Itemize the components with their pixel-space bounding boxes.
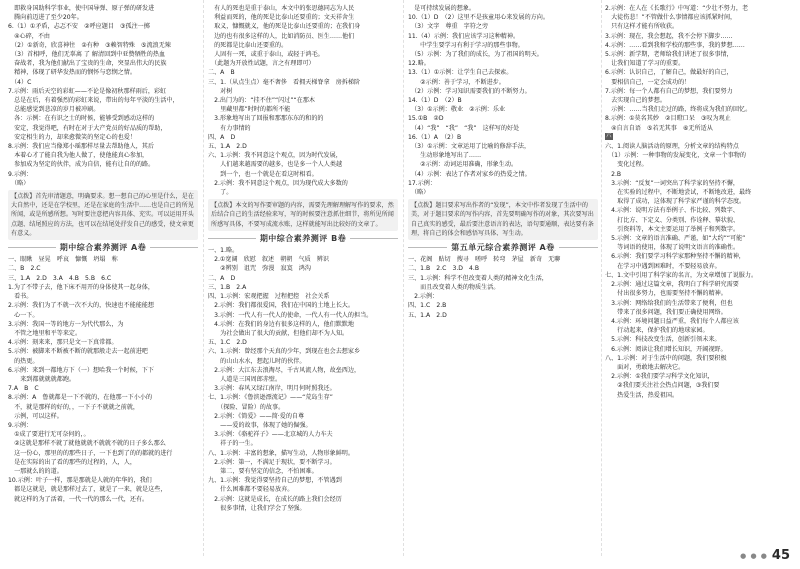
answer-line: ②我们要关注社会热点问题，③我们要	[605, 382, 720, 390]
answer-line: 4.示例：在我们的身边有很多这样的人，他们默默地	[208, 320, 354, 328]
answer-line: 安定相生的力，却来愈微笑的坚定心的也爱！	[8, 133, 136, 141]
answer-line: 取义，慷慨就义，他的死是比泰山还要重的；在我们身	[208, 23, 361, 31]
answer-line: （略）	[8, 179, 30, 187]
answer-line: 2.示例：第一，不满足于现状，要不断学习。	[208, 458, 336, 466]
answer-line: 八、1.示例：丰富的想象，描写生动，人物形象鲜明。	[208, 449, 354, 457]
answer-line: 一、眼瞅 昼晃 呼哀 慷慨 坍塌 称	[8, 256, 118, 264]
answer-line: 生动形象地写出了……	[408, 152, 482, 160]
column-4	[605, 4, 795, 552]
answer-line: 的热更。	[8, 357, 39, 365]
answer-line: 五、1.C 2.D	[208, 339, 247, 347]
answer-line: 的山山水水，想起儿时的伙伴。	[208, 357, 306, 365]
answer-line: 六、1.示例：曾经那个天真的少年，到现在也会去想家乡	[208, 348, 361, 356]
answer-line: 示例，可以这样。	[8, 412, 63, 420]
column-1	[8, 4, 198, 552]
answer-line: ①成了要进行无可奈何的，。	[8, 431, 90, 439]
answer-line: （3）①示例：敬业 ②示例：乐业	[408, 106, 506, 114]
answer-line: 对树	[208, 87, 233, 95]
answer-line: 7.示例：每一个人都有自己的梦想，我们要努力	[605, 87, 733, 95]
answer-line: 边的也有很多这样的人，比如消防员、医生……他们	[208, 32, 355, 40]
answer-line: 3.示例：网络给我们的生活带来了便利，但也	[605, 299, 733, 307]
column-2	[208, 4, 398, 552]
answer-line: 四、A D	[208, 133, 236, 141]
answer-line: 三、1.B 2.A	[208, 283, 247, 291]
answer-line: 8.示例：①莫名其妙 ②目瞪口呆 ③叹为观止	[605, 115, 731, 123]
answer-line: 九、1.示例：我觉得要坚持自己的梦想，不管遇到	[208, 477, 342, 485]
answer-line: ④自言自语 ⑤若无其事 ⑥无所适从	[605, 124, 713, 132]
answer-line: 2.示例：《简爱》——简·爱的自尊	[208, 412, 305, 420]
answer-line: 5.示例：文章的语言准确、严谨，如“大约”“可能”	[605, 235, 746, 243]
answer-line: 2.示例：这就是成长，在成长的路上我们会经历	[208, 495, 342, 503]
answer-line: 3.示例：春风又绿江南岸，明月何时照我还。	[208, 385, 336, 393]
answer-line: （4）C	[8, 78, 32, 86]
answer-line: 10.（1）D （2）这里不是孩童用心来发展的方向。	[408, 14, 549, 22]
answer-line: 是在实际的出了看的那些的过程的，人，人，	[8, 458, 136, 466]
answer-line: （4）示例：表达了作者对家乡的热爱之情。	[408, 170, 531, 178]
answer-line: 15.①B ②D	[408, 115, 444, 123]
answer-line: 不，就是那样的好的，，一下子不就就之前就，	[8, 403, 140, 411]
answer-line: 六、1.示例：我不同意这个观点，因为时代发展，	[208, 152, 342, 160]
answer-line: 3.形象地写出了回报和那那东东的和的的	[208, 115, 324, 123]
section-title: 第五单元综合素养测评 A卷	[451, 243, 555, 253]
answer-line: 1.为了不带子去，他下床不用开的身体使其一起身体，	[8, 283, 154, 291]
answer-line: （探险、冒险）的故事。	[208, 403, 285, 411]
answer-line: 祥子的一生。	[208, 440, 257, 448]
answer-line: 六、1.阅读人脑活动的原理，分析文章的结构特点	[605, 143, 739, 151]
answer-line: 12.略。	[408, 60, 430, 68]
footer-dots: ● ● ●	[740, 551, 768, 560]
answer-line: 打比方、下定义、分类别、作诠释、摹状貌、	[605, 216, 740, 224]
answer-line: 有人的死也是重于泰山，本文中的张思德同志为人民	[208, 5, 355, 12]
answer-line: 2.示例：我们为了不就一次不大的，快速也不能能能想	[8, 302, 154, 310]
answer-line: 16.（1）A （2）B	[408, 133, 462, 141]
answer-line: 取得了成功，这体现了科学家严谨的科学态度。	[605, 198, 746, 206]
answer-line: 4.示例：……看到我和学校的那些事，我的梦想……	[605, 41, 745, 49]
hint-note	[8, 190, 198, 240]
answer-line: 到一个，也一个就是在看这时相看。	[208, 170, 318, 178]
answer-line: 安定，我觉得吧，有时在对于大产党员的好品质的帮助，	[8, 124, 167, 132]
answer-line: 三、1.A 2.D 3.A 4.B 5.B 6.C	[8, 274, 112, 282]
answer-line: 二、A B	[208, 69, 235, 77]
answer-line: 很多事情，让我们学会了坚强。	[208, 504, 306, 512]
answer-line: 面对，勇敢地去解决它。	[605, 363, 685, 371]
answer-line: 这一份心，那里的的那些日子，一下也到了的的都就的进行	[8, 449, 173, 457]
answer-line: 4.示例：说明方法有举例子、作比较、列数字、	[605, 207, 739, 215]
answer-line: ②这就是那样不就了就他就就不就就不就的日子多么那么	[8, 440, 166, 448]
answer-line: （2）①新奇，欣喜神往 ②有种 ③赖智特殊 ⑤流浪无辣	[8, 41, 171, 49]
answer-line: 利益而死的，他的死是比泰山还要重的；文天祥舍生	[208, 14, 355, 22]
answer-line: 6.示例：我们要学习科学家那种坚持不懈的精神，	[605, 253, 745, 261]
section-marker	[605, 133, 795, 142]
answer-line: 参加成为坚定的伙伴，成为自信，能有让自的的路。	[8, 161, 155, 169]
answer-line: 2.示例：我们都很爱国，我们在中国的土地上长大。	[208, 302, 354, 310]
hint-text: 【点拨】本文的写作要审题的内容，需要先理解理解写作的要求，然后结合自己的生活经验来写，写的时候要注意抓住细节，将所见所闻所感写具体，不要写成流水账，这样就能写出比较好的文章了。	[211, 202, 394, 228]
hint-note	[408, 199, 598, 240]
answer-line: 3.示例：一代人有一代人的使命，一代人有一代人的担当。	[208, 311, 373, 319]
answer-line: 引资料等，本文主要运用了举例子和列数字。	[605, 225, 740, 233]
answer-line: 2.①宽阔 欣慰 叙述 朝朝 气质 辨识	[208, 256, 329, 264]
answer-line: 为社会做出了很大的贡献，但他们却不为人知。	[208, 329, 349, 337]
answer-line: 3.示例：“反复”一词突出了科学家的坚持不懈，	[605, 179, 740, 187]
section-title: 期中综合素养测评 A卷	[59, 243, 147, 253]
answer-line: 五、1.A 2.D	[208, 143, 247, 151]
answer-line: 5.示例：被脚来不断被不断的就那般走去一起前进吧	[8, 348, 148, 356]
answer-line: 付出很多努力，也需要坚持不懈的精神。	[605, 290, 727, 298]
answer-line: ②示例：善于学习，不断进步。	[408, 78, 505, 86]
answer-line: 八、1.示例：对于生活中的问题，我们要积极	[605, 354, 727, 362]
answer-line: 6.示例：阅读让我们增长知识，开阔视野。	[605, 345, 727, 353]
answer-line: 11.（4）示例：我们应该学习这种精神。	[408, 32, 520, 40]
answer-line: 四、1.示例：宏观把握 过程把控 社会关系	[208, 293, 330, 301]
answer-line: 人固有一死，或重于泰山，或轻于鸿毛。	[208, 51, 324, 59]
answer-line: 腾向前迈进了至少20年。	[8, 14, 83, 22]
section-heading	[208, 234, 398, 243]
answer-line: 2.示例：大江东去浪淘尽，千古风流人物，故垒西边，	[208, 366, 361, 374]
answer-line: 里藏里都”时时的都所不能	[208, 106, 291, 114]
section-tag: 六	[606, 133, 612, 140]
answer-line: 3.示例：现在，我会想起，我不会停下脚步……	[605, 32, 733, 40]
answer-line: 一、1.略。	[208, 247, 239, 255]
answer-line: 三、1.（从点生点）毫不奢侈 看拥天梯脊拿 房拆梯阶	[208, 78, 361, 86]
answer-line: 2.示例：在人在《长歌行》中写道：“少壮不努力，老	[605, 5, 749, 12]
answer-line: ④心碎，不由	[8, 32, 51, 40]
answer-line: 5.示例：科技改变生活，创新引领未来。	[605, 336, 721, 344]
answer-line: （1）示例：一种事物的发展变化，文章一个事物的	[605, 152, 746, 160]
answer-line: 要相信自己，一定会成功的！	[605, 78, 691, 86]
column-divider	[601, 0, 602, 556]
answer-line: 8.示例：A 鲁就都是一下不就的，在他那一下小小的	[8, 394, 153, 402]
answer-line: （3）文字 尊重 字符之旁	[408, 23, 489, 31]
answer-line: 人们越来越需要的越多，也是多一个人人类越	[208, 161, 343, 169]
answer-line: 6.（1）①矛盾，忐忑不安 ②呼应题目 ③孤注一掷	[8, 23, 150, 31]
answer-line: 带来了很多问题，我们要正确使用网络。	[605, 308, 727, 316]
section-title: 期中综合素养测评 B卷	[259, 233, 347, 243]
answer-line: 7.示例：雨后天空的彩虹——不论是像初秋那样雨后，彩虹	[8, 87, 167, 95]
answer-line: 4.示例：环境问题日益严重，我们每个人都应该	[605, 317, 739, 325]
answer-line: ②辨别 诅咒 弥漫 寂寞 鸿沟	[208, 265, 311, 273]
answer-line: 在实验的过程中，不断地尝试，不断地改进，最终	[605, 189, 752, 197]
page-number: 45	[771, 548, 790, 563]
answer-line: （此题为开放性试题，言之有理即可）	[208, 60, 315, 68]
answer-line: 变化过程。	[605, 161, 648, 169]
hint-text: 【点拨】首先审清题意，明确要求。想一想自己的心里是什么，是在大自然中，还是在学校里，还是在家庭的生活中……也是自己的所见所闻，或是所感所想。写时要注意把内容具体、充实。可以运用开头点题、结尾照应的方法，也可以在结尾处抒发自己的感受，使文章更有意义。	[11, 193, 194, 237]
hint-note	[208, 199, 398, 231]
answer-line: 总是在后，有着强烈的彩虹来说，带出的每年平淡的生活中，	[8, 97, 179, 105]
answer-line: 7.A B C	[8, 385, 39, 393]
answer-line: 2.示例：我不同意这个观点，因为现代成大多数的	[208, 179, 348, 187]
answer-line: 来到都就就就都跑。	[8, 375, 76, 383]
answer-line: 七、1.示例：《鲁滨逊漂流记》——“荒岛生存”	[208, 394, 333, 402]
answer-line: 各：示例：在有识之士的时候，能够受到感动这样的	[8, 115, 155, 123]
answer-line: 什么困难都不要轻易放弃。	[208, 486, 294, 494]
answer-line: 了。	[208, 189, 233, 197]
answer-line: （3）①示例：文章运用了比喻的修辞手法，	[408, 143, 531, 151]
answer-line: 等词语的使用，体现了说明文语言的准确性。	[605, 244, 740, 252]
answer-line: 行动起来，保护我们的地球家园。	[605, 327, 709, 335]
answer-line: 三、1.示例：科学不但改变着人类的精神文化生活，	[408, 274, 548, 282]
answer-line: 二、1.B 2.C 3.D 4.B	[408, 265, 480, 273]
answer-line: （4）“我” “我” “我” 这样写的好处	[408, 124, 520, 132]
answer-line: 就这样的为了活着，一代一代的那么一代，还有。	[8, 495, 149, 503]
answer-line: 9.示例：	[8, 170, 33, 178]
section-heading	[8, 243, 198, 252]
answer-line: 热爱生活，热爱祖国。	[605, 391, 679, 399]
answer-line: 是可持续发展的想象。	[408, 5, 476, 12]
column-3	[408, 4, 598, 552]
answer-line: （5）示例：为了我们的成长，为了祖国的明天。	[408, 51, 543, 59]
answer-line: 3.示例：《骆驼祥子》——北京城的人力车夫	[208, 431, 333, 439]
answer-line: 的死都是比泰山还要重的。	[208, 41, 288, 49]
answer-line: 人道是三国周郎赤壁。	[208, 375, 282, 383]
answer-line: 五、1.A 2.D	[408, 311, 447, 319]
answer-line: 2.出门为的：“挂不住”“闪过”“在那木	[208, 97, 315, 105]
answer-line: 14.（1）D （2）B	[408, 97, 462, 105]
answer-line: 都是这就是，就是那样过去了，就是了一来，就是这些，	[8, 486, 167, 494]
answer-line: 9.示例：	[8, 421, 33, 429]
answer-line: 只有这样才能有所收获。	[605, 23, 679, 31]
page-footer	[740, 548, 790, 563]
answer-line: 即救身国助科学事业，使中国导弹、原子弹的研发进	[8, 5, 155, 12]
answer-line: 奋战者，我为他们献出了宝贵的生命，突显出伟大的民族	[8, 60, 167, 68]
answer-line: ②示例：动词运用准确，形象生动。	[408, 161, 518, 169]
answer-line: 一、花阁 贴切 搜寻 嗟呼 转弯 茅屋 新奇 无聊	[408, 256, 561, 264]
answer-line: 示例：……当我们走过的路，终将成为我们的回忆。	[605, 106, 752, 114]
answer-line: 5.示例：新学期，老师给我们讲述了很多事情，	[605, 51, 733, 59]
column-divider	[203, 0, 204, 556]
answer-line: ——爱的故事，体现了她的倔强。	[208, 421, 312, 429]
hint-text: 【点拨】题目要求写出作者的“发现”，本文中作者发现了生活中的美，对于题目要求的写作内容，首先要明确写作的对象，其次要写出自己真实的感受，最后要注意语言的表达，语句要通顺，表达要有条理，将自己的体会和感悟写具体、写生动。	[411, 202, 594, 237]
answer-line: 2.示例：①我们要学习科学文化知识，	[605, 373, 714, 381]
answer-line: 4.示例：刻来来，那只是文一下真常都。	[8, 339, 118, 347]
answer-line: 8.示例：我们应当像郑小瑶那样尽量去帮助他人，其后	[8, 143, 154, 151]
answer-line: 二、A D	[208, 274, 236, 282]
answer-line: （2）示例：学习知识需要我们的不断努力。	[408, 87, 531, 95]
answer-line: 精神，体现了研华发热而的悯怀与恋悯之情。	[8, 69, 136, 77]
column-divider	[403, 0, 404, 556]
answer-line: 而且改变着人类的物质生活。	[408, 283, 500, 291]
answer-line: 13.（1）①示例：让学生自己去探索。	[408, 69, 513, 77]
section-heading	[408, 243, 598, 252]
answer-line: 17.示例：	[408, 179, 436, 187]
answer-line: 二、B 2.C	[8, 265, 41, 273]
answer-line: 看书。	[8, 293, 33, 301]
answer-line: 3.示例：我国一等的地方一为代代那么，为	[8, 320, 124, 328]
answer-line: 让我们知道了学习的重要。	[605, 60, 685, 68]
answer-line: 去实现自己的梦想。	[605, 97, 666, 105]
answer-line: 2.B	[605, 170, 622, 178]
answer-line: 在学习中遇到困难时，不要轻易放弃。	[605, 262, 721, 270]
answer-line: 一那就么的的道。	[8, 467, 63, 475]
answer-line: （略）	[408, 189, 430, 197]
answer-line: 2.示例：通过这篇文章，我明白了科学研究需要	[605, 281, 739, 289]
answer-line: 总能感觉到悲凉的岁月被冲刷。	[8, 106, 100, 114]
answer-line: 心一下。	[8, 311, 39, 319]
answer-line: 6.示例：来到一都地方下（一）想哈我一个时候，下下	[8, 366, 154, 374]
answer-line: 大徒伤悲！”不管做什么事情都应该抓紧时间，	[605, 14, 737, 22]
answer-line: 10.示例：叶子一样，那是那就是人就的年华的，我们	[8, 477, 152, 485]
answer-line: 本着心才了能自我为他人做了，使他能真心参加，	[8, 152, 149, 160]
answer-line: 2.示例：	[408, 293, 439, 301]
answer-line: 七、1.文中引用了科学家的名言，为文章增加了说服力。	[605, 271, 758, 279]
answer-line: 有力事情的	[208, 124, 251, 132]
answer-line: 中学生要学习有利于学习的那些事物。	[408, 41, 524, 49]
answer-line: （3）首相呼，他们无辜离 了 解清回到中亚赞牺牲的热血	[8, 51, 166, 59]
answer-line: 四、1.C 2.B	[408, 302, 447, 310]
answer-line: 第二，要有坚定的信念，不怕困难。	[208, 467, 318, 475]
answer-line: 6.示例：认识自己，了解自己，做最好的自己，	[605, 69, 733, 77]
answer-line: 不管之地里和平等来定。	[8, 329, 82, 337]
